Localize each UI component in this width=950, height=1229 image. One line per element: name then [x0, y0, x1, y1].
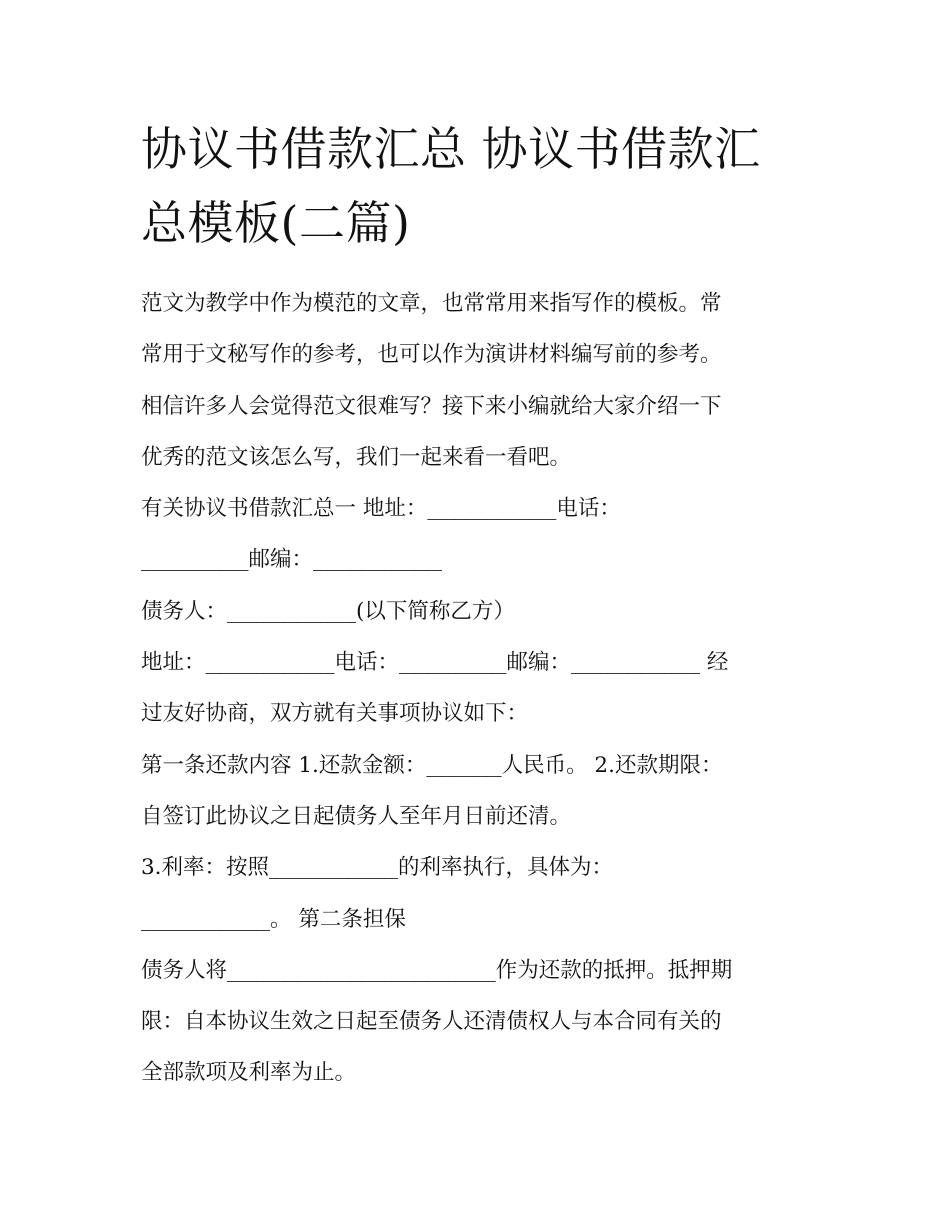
paragraph-line: 地址：____________电话：__________邮编：____________ 经	[141, 650, 729, 676]
title-line-1: 协议书借款汇总 协议书借款汇	[141, 122, 761, 176]
paragraph-line: 范文为教学中作为模范的文章，也常常用来指写作的模板。常	[141, 291, 722, 316]
page-title	[141, 112, 821, 260]
paragraph-line: 相信许多人会觉得范文很难写？接下来小编就给大家介绍一下	[141, 393, 722, 419]
paragraph-line: 第一条还款内容 1.还款金额：_______人民币。 2.还款期限：	[141, 752, 723, 778]
paragraph-line: 3.利率：按照____________的利率执行，具体为：	[141, 855, 614, 881]
paragraph-line: ____________。 第二条担保	[141, 906, 406, 932]
paragraph-line: 过友好协商，双方就有关事项协议如下：	[141, 701, 529, 727]
title-line-2: 总模板(二篇)	[141, 196, 411, 250]
document-body	[141, 278, 821, 1099]
paragraph-line: 优秀的范文该怎么写，我们一起来看一看吧。	[141, 444, 572, 470]
paragraph-line: 常用于文秘写作的参考，也可以作为演讲材料编写前的参考。	[141, 342, 722, 368]
paragraph-line: 有关协议书借款汇总一 地址：____________电话：	[141, 496, 621, 522]
paragraph-line: 债务人：____________(以下简称乙方）	[141, 598, 515, 624]
paragraph-line: 限：自本协议生效之日起至债务人还清债权人与本合同有关的	[141, 1009, 722, 1035]
paragraph-line: 全部款项及利率为止。	[141, 1060, 357, 1086]
paragraph-line: 自签订此协议之日起债务人至年月日前还清。	[141, 803, 572, 829]
paragraph-line: __________邮编：____________	[141, 547, 443, 573]
paragraph-line: 债务人将_________________________作为还款的抵押。抵押期	[141, 957, 733, 983]
